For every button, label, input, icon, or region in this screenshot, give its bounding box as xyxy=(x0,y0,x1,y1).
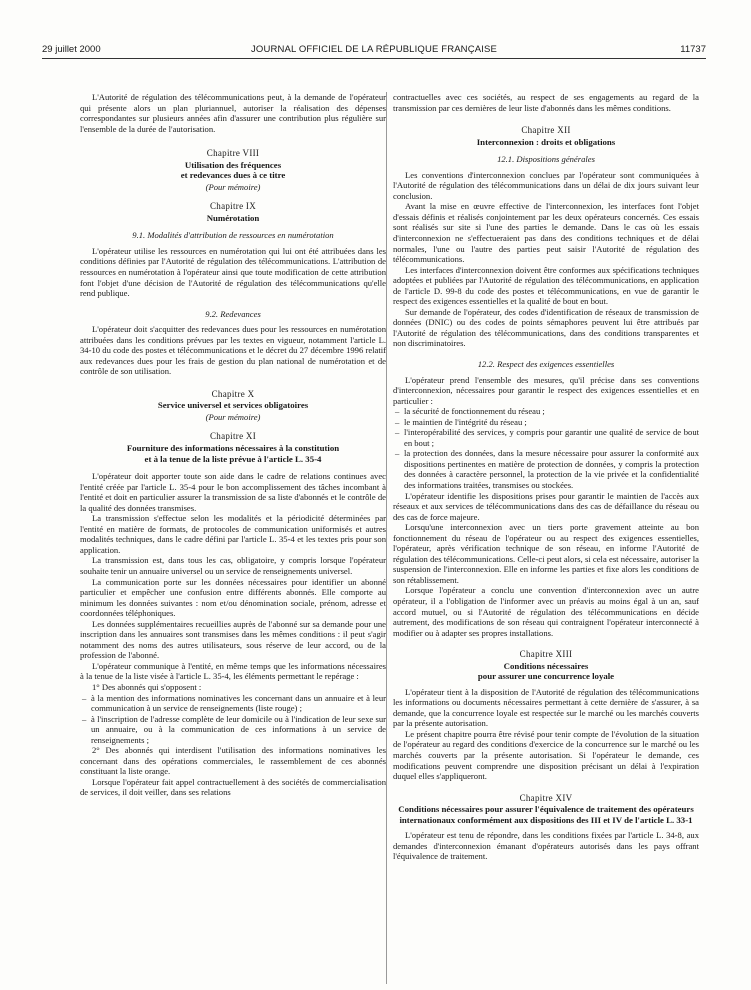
paragraph: L'opérateur communique à l'entité, en même temps que les informations nécessaires à la tenue de la liste visée à l'article L. 35-4, les éléments permettant le repérage : xyxy=(80,660,386,682)
paragraph: 2° Des abonnés qui interdisent l'utilisation des informations nominatives les concernant dans des opérations commerciales, le rassemblement de ces abonnés constituant la liste orange. xyxy=(80,745,386,777)
paragraph: L'Autorité de régulation des télécommunications peut, à la demande de l'opérateur qui présente alors un plan pluriannuel, autoriser la réalisation des dépenses correspondantes sur plusieurs années afin d'assurer une contribution plus régulière sur l'ensemble de la durée de l'autorisation. xyxy=(80,92,386,134)
paragraph: L'opérateur utilise les ressources en numérotation qui lui ont été attribuées dans les conditions définies par l'Autorité de régulation des télécommunications. L'attribution de ressources en numérotation à l'opérateur ainsi que toute modification de cette attribution font l'objet d'une décision de l'Autorité de régulation des télécommunications qu'elle rend publique. xyxy=(80,245,386,299)
dash-list xyxy=(80,693,386,746)
chapter-title-line: Fourniture des informations nécessaires à la constitution xyxy=(126,443,340,454)
chapter-title-line: Conditions nécessaires xyxy=(503,660,589,671)
section-title: 9.1. Modalités d'attribution de ressources en numérotation xyxy=(132,230,334,241)
paragraph: La communication porte sur les données nécessaires pour identifier un abonné particulier et empêcher une confusion entre différents abonnés. Elle comporte au minimum les données suivantes : nom et/ou dénomination sociale, prénom, adresse et coordonnées téléphoniques. xyxy=(80,576,386,619)
list-item: – la protection des données, dans la mesure nécessaire pour assurer la conformité aux dispositions pertinentes en matière de protection de données, y compris la protection des données à caractère personnel, la protection de la vie privée et la confidentialité des informations traitées, transmises ou stockées. xyxy=(393,448,699,490)
chapter-title: Conditions nécessaires pour assurer l'équivalence de traitement des opérateurs internationaux conformément aux dispositions des III et IV de l'article L. 33-1 xyxy=(398,804,694,825)
chapter-heading: Chapitre VIII xyxy=(206,148,260,159)
chapter-title xyxy=(393,661,699,682)
memo-note: (Pour mémoire) xyxy=(205,181,261,192)
list-item: – le maintien de l'intégrité du réseau ; xyxy=(393,417,699,428)
header-rule xyxy=(42,58,706,59)
header-journal-title: JOURNAL OFFICIEL DE LA RÉPUBLIQUE FRANÇAISE xyxy=(251,44,497,55)
chapter-heading: Chapitre XII xyxy=(521,125,571,136)
chapter-title-line: et à la tenue de la liste prévue à l'article L. 35-4 xyxy=(144,453,322,464)
chapter-title: Numérotation xyxy=(206,212,260,223)
paragraph: Lorsque l'opérateur fait appel contractuellement à des sociétés de commercialisation de services, il doit veiller, dans ses relations xyxy=(80,776,386,798)
page-header xyxy=(42,43,706,59)
paragraph: contractuelles avec ces sociétés, au respect de ses engagements au regard de la transmission par ces dernières de leur liste d'abonnés dans les mêmes conditions. xyxy=(393,92,699,113)
paragraph: L'opérateur doit s'acquitter des redevances dues pour les ressources en numérotation attribuées dans les conditions prévues par les textes en vigueur, notamment l'article L. 34-10 du code des postes et télécommunications et le décret du 27 décembre 1996 relatif aux redevances dues pour les frais de gestion du plan national de numérotation et de contrôle de son utilisation. xyxy=(80,324,386,377)
chapter-title: Interconnexion : droits et obligations xyxy=(476,136,616,147)
paragraph: 1° Des abonnés qui s'opposent : xyxy=(92,681,202,692)
chapter-heading: Chapitre XIII xyxy=(519,649,573,660)
paragraph: Lorsqu'une interconnexion avec un tiers porte gravement atteinte au bon fonctionnement du réseau de l'opérateur ou au respect des exigences essentielles, l'opérateur, après vérification technique de son réseau, en informe l'Autorité de régulation des télécommunications. Celle-ci peut alors, si cela est nécessaire, autoriser la suspension de l'interconnexion. Elle en informe les parties et fixe alors les conditions de son rétablissement. xyxy=(393,522,699,585)
paragraph: Sur demande de l'opérateur, des codes d'identification de réseaux de transmission de données (DNIC) ou des codes de points sémaphores peuvent lui être attribués par l'Autorité de régulation des télécommunications, dans des conditions transparentes et non discriminatoires. xyxy=(393,306,699,349)
dash-list xyxy=(393,406,699,490)
paragraph: L'opérateur identifie les dispositions prises pour garantir le maintien de l'accès aux réseaux et aux services de télécommunications dans des cas de défaillance du réseau ou des cas de force majeure. xyxy=(393,490,699,522)
section-title: 12.1. Dispositions générales xyxy=(497,154,595,165)
paragraph: L'opérateur prend l'ensemble des mesures, qu'il précise dans ses conventions d'interconnexion, nécessaires pour garantir le respect des exigences essentielles et en particulier : xyxy=(393,374,699,406)
header-date: 29 juillet 2000 xyxy=(42,44,101,55)
paragraph: Avant la mise en œuvre effective de l'interconnexion, les interfaces font l'objet d'essais définis et réalisés conjointement par les deux opérateurs concernés. Ces essais sont réalisés sur site si l'une des parties le demande. Dans le cas où les essais d'interconnexion ne s'effectueraient pas dans des conditions techniques et de délai normales, l'une ou l'autre des parties peut saisir l'Autorité de régulation des télécommunications. xyxy=(393,201,699,265)
section-title: 9.2. Redevances xyxy=(205,308,261,319)
chapter-heading: Chapitre X xyxy=(211,388,255,399)
chapter-heading: Chapitre XI xyxy=(209,431,257,442)
chapter-title-line: Utilisation des fréquences xyxy=(184,159,282,170)
chapter-heading: Chapitre XIV xyxy=(519,792,573,803)
chapter-title xyxy=(80,160,386,181)
paragraph: Le présent chapitre pourra être révisé pour tenir compte de l'évolution de la situation de l'opérateur au regard des conditions d'exercice de la concurrence sur le marché ou les marchés couverts par la présente autorisation. Si l'opérateur le demande, ces modifications peuvent comprendre une disposition précisant un délai à l'expiration duquel elles s'appliqueront. xyxy=(393,728,699,782)
list-item: – à la mention des informations nominatives les concernant dans un annuaire et à leur communication à un service de renseignements (liste rouge) ; xyxy=(80,693,386,714)
memo-note: (Pour mémoire) xyxy=(205,411,261,422)
list-item: – à l'inscription de l'adresse complète de leur domicile ou à l'indication de leur sexe sur un annuaire, ou à la communication de ces informations à un service de renseignements ; xyxy=(80,714,386,746)
paragraph: L'opérateur est tenu de répondre, dans les conditions fixées par l'article L. 34-8, aux demandes d'interconnexion émanant d'opérateurs autorisés dans les pays offrant l'équivalence de traitement. xyxy=(393,830,699,862)
paragraph: La transmission est, dans tous les cas, obligatoire, y compris lorsque l'opérateur souhaite tenir un annuaire universel ou un service de renseignements universel. xyxy=(80,555,386,576)
chapter-title-line: pour assurer une concurrence loyale xyxy=(477,671,615,682)
chapter-title-line: et redevances dues à ce titre xyxy=(180,170,286,181)
paragraph: Les données supplémentaires recueillies auprès de l'abonné sur sa demande pour une inscription dans les annuaires sont transmises dans les mêmes conditions : il peut s'agir notamment des noms des autres utilisateurs, sous réserve de leur accord, ou de la profession de l'abonné. xyxy=(80,618,386,661)
list-item: – l'interopérabilité des services, y compris pour garantir une qualité de service de bout en bout ; xyxy=(393,427,699,448)
paragraph: La transmission s'effectue selon les modalités et la périodicité déterminées par l'entité en matière de formats, de protocoles de communication uniformisés et autres modalités techniques, dans le cadre défini par l'article L. 35-4 et les textes pris pour son application. xyxy=(80,513,386,555)
chapter-title xyxy=(80,443,386,464)
paragraph: L'opérateur doit apporter toute son aide dans le cadre de relations continues avec l'entité créée par l'article L. 35-4 pour le bon accomplissement des tâches incombant à l'entité et doit en particulier assurer la transmission de sa liste d'abonnés et le contrôle de la qualité des données transmises. xyxy=(80,471,386,513)
paragraph: Les conventions d'interconnexion conclues par l'opérateur sont communiquées à l'Autorité de régulation des télécommunications dans un délai de dix jours suivant leur conclusion. xyxy=(393,169,699,201)
header-page-number: 11737 xyxy=(680,44,706,55)
section-title: 12.2. Respect des exigences essentielles xyxy=(477,358,615,369)
column-divider xyxy=(386,92,387,984)
right-column xyxy=(393,92,699,987)
paragraph: Lorsque l'opérateur a conclu une convention d'interconnexion avec un autre opérateur, il a l'obligation de l'informer avec un préavis au moins égal à un an, sauf accord mutuel, ou si l'Autorité de régulation des télécommunications en décide autrement, des modifications de son réseau qui contraignent l'opérateur interconnecté à modifier ou à adapter ses propres installations. xyxy=(393,585,699,638)
chapter-heading: Chapitre IX xyxy=(209,201,257,212)
paragraph: L'opérateur tient à la disposition de l'Autorité de régulation des télécommunications les informations ou documents nécessaires permettant à cette dernière de s'assurer, à sa demande, que la concurrence loyale est respectée sur le marché ou les marchés couverts par la présente autorisation. xyxy=(393,686,699,729)
left-column xyxy=(80,92,386,987)
list-item: – la sécurité de fonctionnement du réseau ; xyxy=(393,406,699,417)
paragraph: Les interfaces d'interconnexion doivent être conformes aux spécifications techniques adoptées et publiées par l'Autorité de régulation des télécommunications, en application de l'article D. 99-8 du code des postes et télécommunications, en vue de garantir le respect des exigences essentielles et la qualité de bout en bout. xyxy=(393,264,699,307)
chapter-title: Service universel et services obligatoires xyxy=(157,400,309,411)
